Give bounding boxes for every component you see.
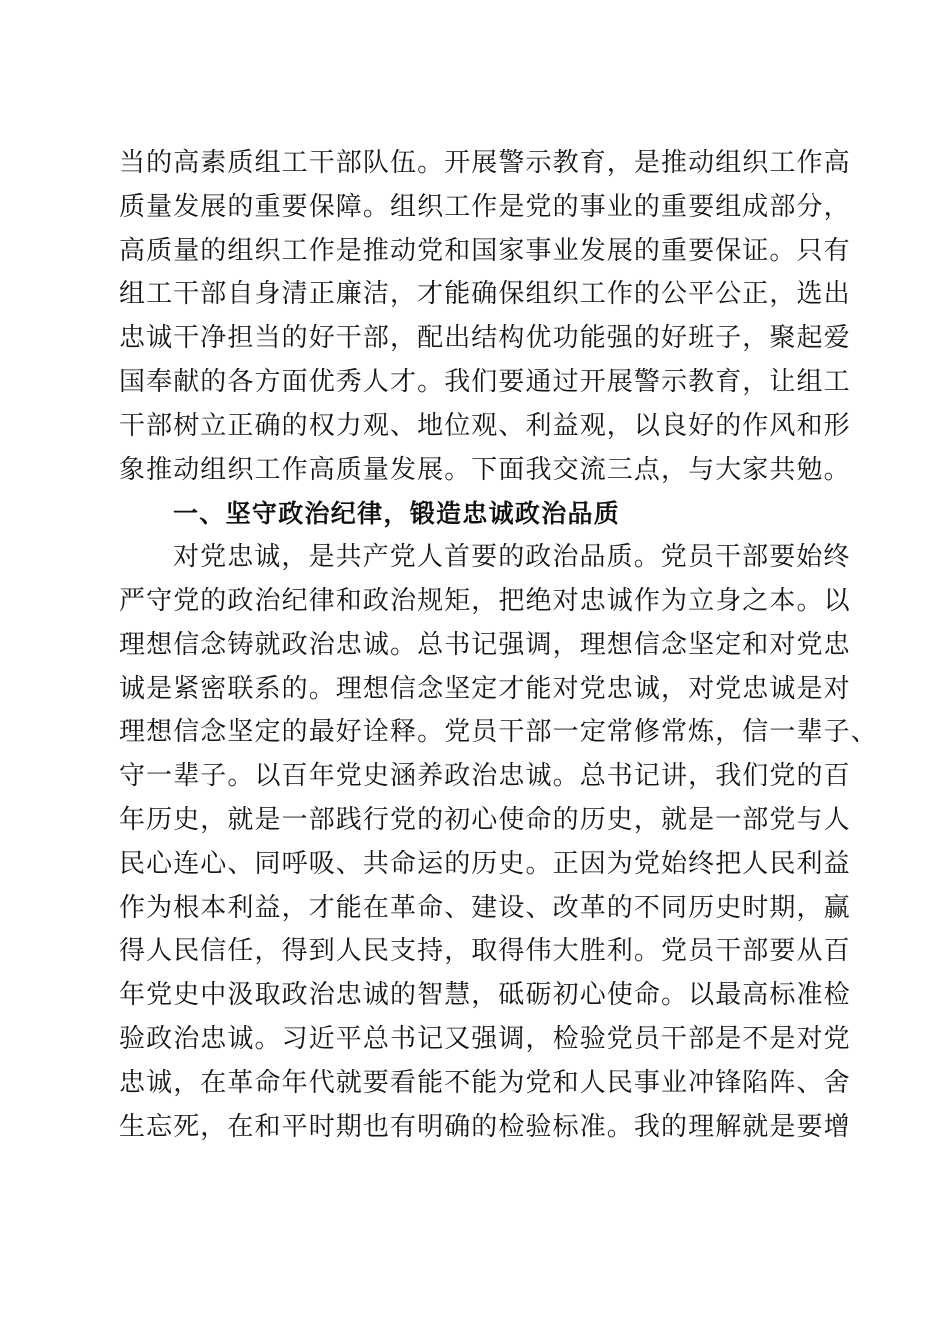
paragraph-line: 质量发展的重要保障。组织工作是党的事业的重要组成部分， [119, 191, 851, 222]
paragraph-line: 忠诚，在革命年代就要看能不能为党和人民事业冲锋陷阵、舍 [119, 1067, 851, 1098]
paragraph-line: 诚是紧密联系的。理想信念坚定才能对党忠诚，对党忠诚是对 [119, 673, 851, 704]
paragraph-line: 守一辈子。以百年党史涵养政治忠诚。总书记讲，我们党的百 [119, 761, 851, 792]
paragraph-line: 验政治忠诚。习近平总书记又强调，检验党员干部是不是对党 [119, 1023, 851, 1054]
paragraph-line: 对党忠诚，是共产党人首要的政治品质。党员干部要始终 [173, 542, 851, 573]
paragraph-line: 理想信念铸就政治忠诚。总书记强调，理想信念坚定和对党忠 [119, 629, 851, 660]
paragraph-line: 年历史，就是一部践行党的初心使命的历史，就是一部党与人 [119, 804, 851, 835]
paragraph-line: 年党史中汲取政治忠诚的智慧，砥砺初心使命。以最高标准检 [119, 980, 851, 1011]
paragraph-line: 理想信念坚定的最好诠释。党员干部一定常修常炼，信一辈子、 [119, 717, 878, 748]
paragraph-line: 作为根本利益，才能在革命、建设、改革的不同历史时期，赢 [119, 892, 851, 923]
paragraph-line: 忠诚干净担当的好干部，配出结构优功能强的好班子，聚起爱 [119, 323, 851, 354]
paragraph-line: 干部树立正确的权力观、地位观、利益观，以良好的作风和形 [119, 410, 851, 441]
paragraph-line: 民心连心、同呼吸、共命运的历史。正因为党始终把人民利益 [119, 848, 851, 879]
paragraph-line: 得人民信任，得到人民支持，取得伟大胜利。党员干部要从百 [119, 936, 851, 967]
section-heading: 一、坚守政治纪律，锻造忠诚政治品质 [173, 499, 621, 529]
paragraph-line: 严守党的政治纪律和政治规矩，把绝对忠诚作为立身之本。以 [119, 585, 851, 616]
paragraph-1 [119, 142, 851, 492]
paragraph-2 [119, 536, 878, 1149]
paragraph-line: 当的高素质组工干部队伍。开展警示教育，是推动组织工作高 [119, 148, 851, 178]
paragraph-line: 组工干部自身清正廉洁，才能确保组织工作的公平公正，选出 [119, 279, 851, 310]
paragraph-line: 国奉献的各方面优秀人才。我们要通过开展警示教育，让组工 [119, 366, 851, 397]
document-body [119, 142, 878, 1149]
paragraph-line: 生忘死，在和平时期也有明确的检验标准。我的理解就是要增 [119, 1111, 851, 1142]
paragraph-line: 象推动组织工作高质量发展。下面我交流三点，与大家共勉。 [119, 454, 851, 485]
paragraph-line: 高质量的组织工作是推动党和国家事业发展的重要保证。只有 [119, 235, 851, 266]
